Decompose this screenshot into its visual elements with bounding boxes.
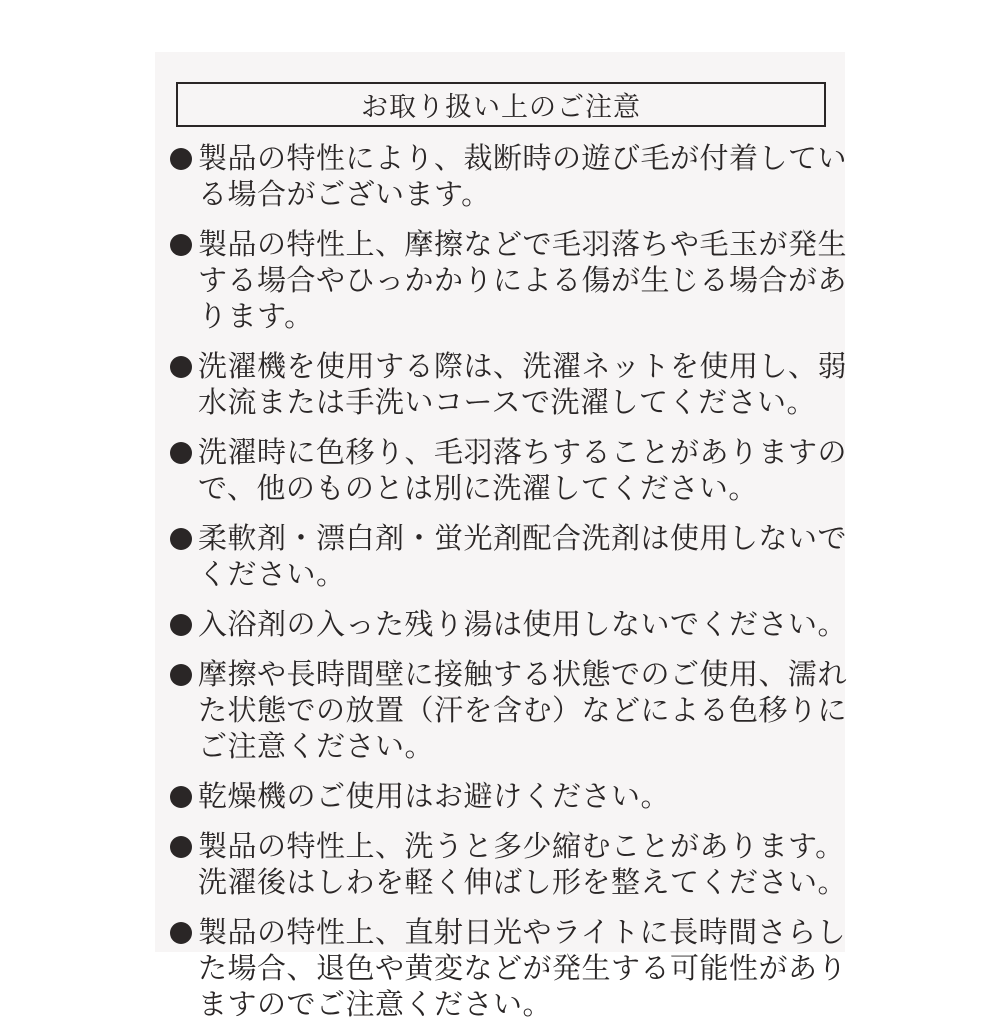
list-item: [170, 520, 850, 592]
care-notes-list: [170, 140, 850, 1036]
list-item: [170, 606, 850, 642]
bullet-icon: [170, 836, 192, 858]
bullet-icon: [170, 614, 192, 636]
list-item: [170, 140, 850, 212]
bullet-icon: [170, 234, 192, 256]
note-text: 製品の特性上、洗うと多少縮むことがあります。洗濯後はしわを軽く伸ばし形を整えてください。: [198, 829, 848, 899]
note-text: 洗濯機を使用する際は、洗濯ネットを使用し、弱水流または手洗いコースで洗濯してください。: [198, 349, 848, 419]
page-title-text: お取り扱い上のご注意: [361, 92, 641, 123]
note-text: 柔軟剤・漂白剤・蛍光剤配合洗剤は使用しないでください。: [198, 521, 848, 591]
list-item: [170, 434, 850, 506]
note-text: 摩擦や長時間壁に接触する状態でのご使用、濡れた状態での放置（汗を含む）などによる色移りにご注意ください。: [198, 657, 848, 763]
note-text: 入浴剤の入った残り湯は使用しないでください。: [198, 607, 848, 641]
list-item: [170, 348, 850, 420]
list-item: [170, 828, 850, 900]
page-title: [176, 82, 826, 127]
bullet-icon: [170, 528, 192, 550]
list-item: [170, 226, 850, 334]
bullet-icon: [170, 442, 192, 464]
bullet-icon: [170, 356, 192, 378]
note-text: 洗濯時に色移り、毛羽落ちすることがありますので、他のものとは別に洗濯してください。: [198, 435, 848, 505]
list-item: [170, 656, 850, 764]
note-text: 製品の特性により、裁断時の遊び毛が付着している場合がございます。: [198, 141, 848, 211]
list-item: [170, 778, 850, 814]
list-item: [170, 914, 850, 1022]
note-text: 製品の特性上、直射日光やライトに長時間さらした場合、退色や黄変などが発生する可能性がありますのでご注意ください。: [198, 915, 848, 1021]
bullet-icon: [170, 922, 192, 944]
bullet-icon: [170, 786, 192, 808]
note-text: 乾燥機のご使用はお避けください。: [198, 779, 671, 813]
bullet-icon: [170, 664, 192, 686]
bullet-icon: [170, 148, 192, 170]
note-text: 製品の特性上、摩擦などで毛羽落ちや毛玉が発生する場合やひっかかりによる傷が生じる場合があります。: [198, 227, 848, 333]
